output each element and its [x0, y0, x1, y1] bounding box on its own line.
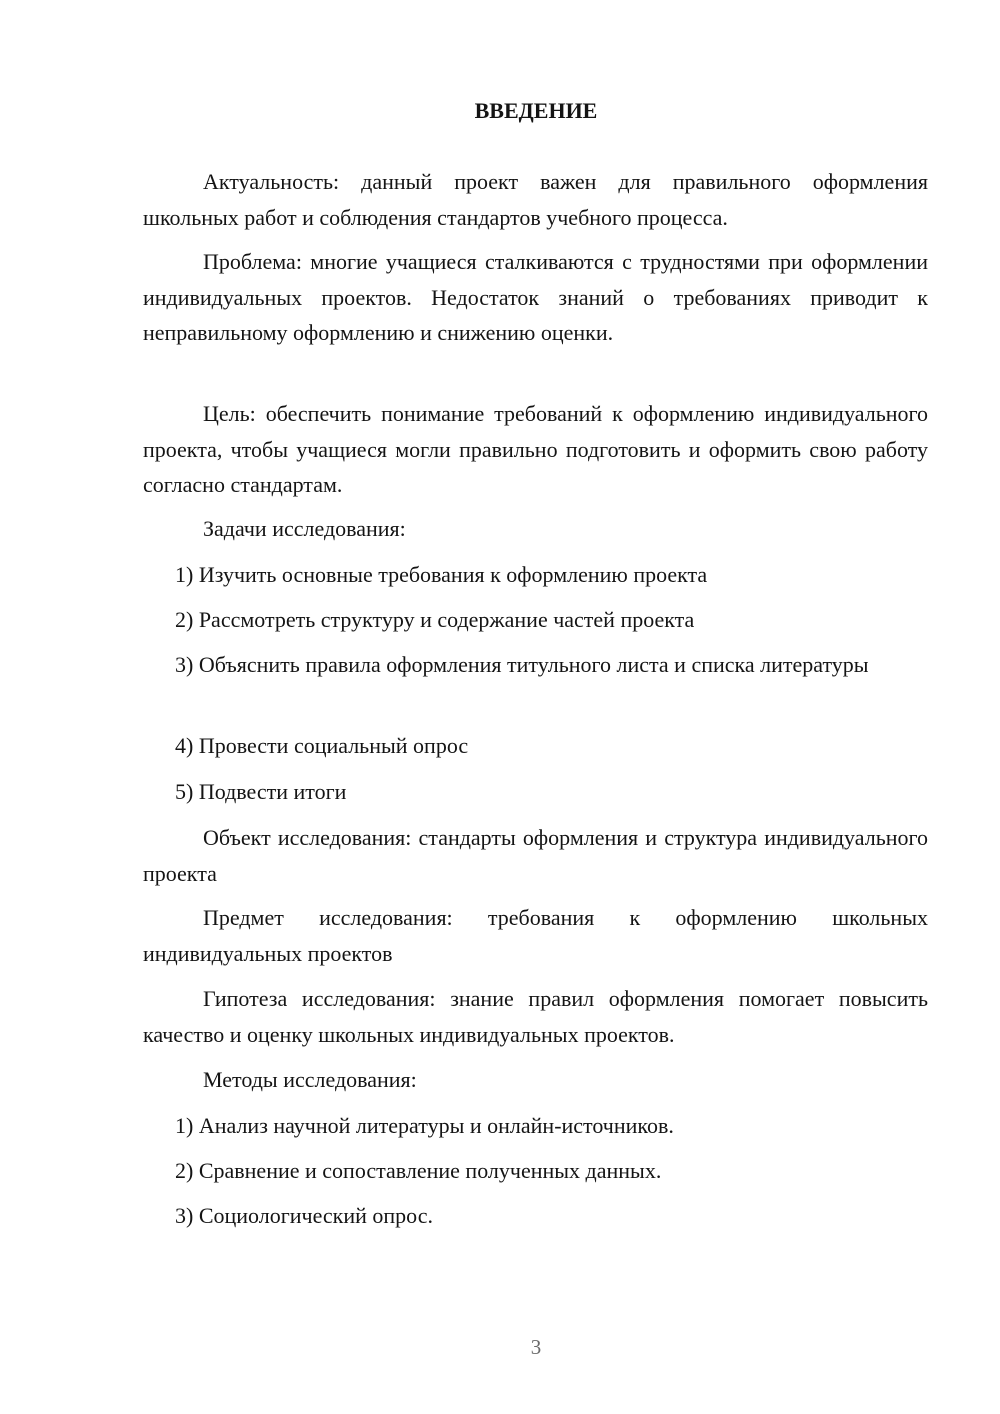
hypothesis-paragraph: Гипотеза исследования: знание правил оформления помогает повысить качество и оценку школьных индивидуальных проектов. — [143, 986, 928, 1047]
task-item-2: 2) Рассмотреть структуру и содержание частей проекта — [175, 607, 695, 632]
methods-heading: Методы исследования: — [203, 1067, 417, 1092]
object-paragraph: Объект исследования: стандарты оформления и структура индивидуального проекта — [143, 825, 928, 886]
task-item-3: 3) Объяснить правила оформления титульного листа и списка литературы — [175, 652, 869, 677]
task-item-1: 1) Изучить основные требования к оформлению проекта — [175, 562, 708, 587]
task-item-5: 5) Подвести итоги — [175, 779, 347, 804]
method-item-2: 2) Сравнение и сопоставление полученных данных. — [175, 1158, 662, 1183]
tasks-heading: Задачи исследования: — [203, 516, 406, 541]
subject-paragraph: Предмет исследования: требования к оформлению школьных индивидуальных проектов — [143, 905, 928, 966]
page-title: ВВЕДЕНИЕ — [474, 98, 598, 123]
method-item-3: 3) Социологический опрос. — [175, 1203, 433, 1228]
relevance-paragraph: Актуальность: данный проект важен для правильного оформления школьных работ и соблюдения стандартов учебного процесса. — [143, 169, 928, 230]
page-number: 3 — [530, 1335, 542, 1359]
problem-paragraph: Проблема: многие учащиеся сталкиваются с трудностями при оформлении индивидуальных проектов. Недостаток знаний о требованиях приводит к неправильному оформлению и снижению оценки. — [143, 249, 928, 345]
goal-paragraph: Цель: обеспечить понимание требований к оформлению индивидуального проекта, чтобы учащиеся могли правильно подготовить и оформить свою работу согласно стандартам. — [143, 401, 928, 497]
method-item-1: 1) Анализ научной литературы и онлайн-источников. — [175, 1113, 674, 1138]
task-item-4: 4) Провести социальный опрос — [175, 733, 469, 758]
